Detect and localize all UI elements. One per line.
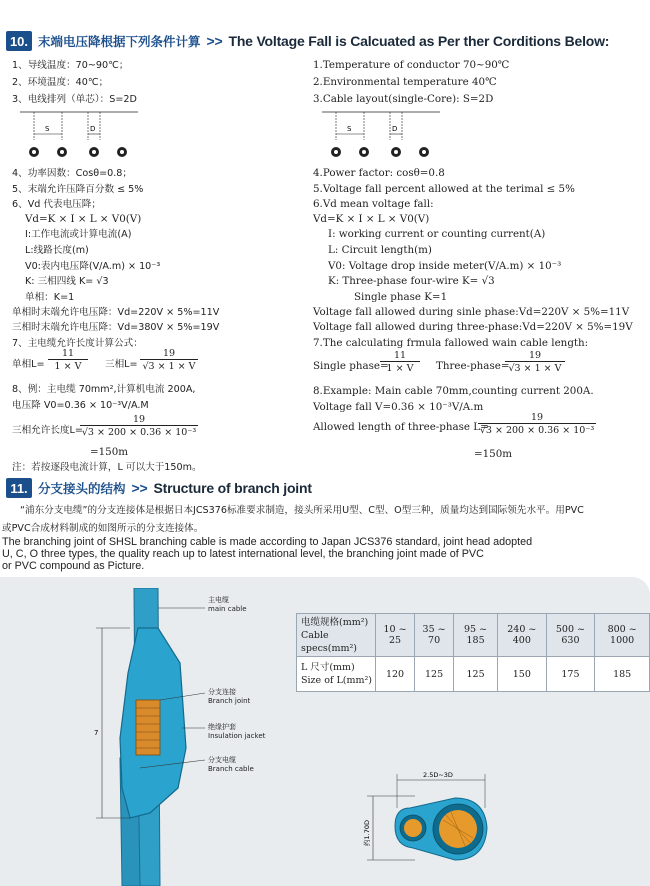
cn-three-label: 三相L= (105, 359, 138, 370)
section-11-header (6, 477, 312, 499)
en-three-label: Three-phase= (436, 360, 510, 372)
section-arrows: >> (206, 33, 223, 49)
en-single-label: Single phase= (313, 360, 389, 372)
section-arrows: >> (131, 480, 148, 496)
cn-line-17: 电压降 V0=0.36 × 10⁻³V/A.M (12, 400, 149, 411)
en-line-13: Voltage fall allowed during sinle phase:Vd=220V × 5%=11V (313, 306, 630, 318)
size-cell: 185 (595, 657, 650, 692)
en-line-15: 7.The calculating frmula fallowed wain cable length: (313, 337, 589, 349)
intro-cn-line-1: “浦东分支电缆”的分支连接体是根据日本JCS376标准要求制造，接头所采用U型、C型、O型三种，质量均达到国际领先水平。用PVC (20, 505, 584, 516)
section-number-badge: 10. (6, 31, 32, 51)
en-allow-fraction: $\frac{19}{\text{√3 × 200 × 0.36 × 10⁻³}}$ (479, 412, 595, 436)
header-size-l: L 尺寸(mm) Size of L(mm²) (297, 657, 376, 692)
spec-cell: 35 ~ 70 (415, 614, 454, 657)
en-line-8: I: working current or counting current(A) (328, 228, 546, 240)
size-cell: 150 (497, 657, 546, 692)
cross-section-illustration (355, 768, 505, 868)
en-line-1: 1.Temperature of conductor 70~90℃ (313, 59, 510, 71)
section-title-en: The Voltage Fall is Calcuated as Per ther Corditions Below: (228, 33, 610, 49)
width-label: 2.5D~3D (423, 771, 453, 779)
length-mark: 7 (94, 729, 99, 737)
s-label: S (45, 125, 50, 133)
label-insulation-jacket: 绝缘护套 Insulation jacket (208, 723, 266, 740)
label-main-cable: 主电缆 main cable (208, 596, 247, 613)
en-line-12: Single phase K=1 (354, 291, 448, 303)
intro-en-line-1: The branching joint of SHSL branching cable is made according to Japan JCS376 standard, joint head adopted (2, 536, 533, 548)
table-row-sizes (297, 657, 650, 692)
intro-en-line-2: U, C, O three types, the quality reach up to latest international level, the branching joint made of PVC (2, 548, 484, 560)
height-label: 约1.70D (363, 820, 371, 846)
cn-line-11: K: 三相四线 K= √3 (25, 276, 109, 287)
cn-line-7: Vd=K × I × L × V0(V) (25, 213, 142, 225)
cn-line-4: 4、功率因数：Cosθ=0.8； (12, 168, 132, 179)
header-cable-specs: 电缆规格(mm²) Cable specs(mm²) (297, 614, 376, 657)
size-cell: 175 (546, 657, 595, 692)
table-row-specs (297, 614, 650, 657)
en-line-18: =150m (474, 448, 513, 460)
section-number-badge: 11. (6, 478, 32, 498)
cn-single-label: 单相L= (12, 359, 45, 370)
en-line-11: K: Three-phase four-wire K= √3 (328, 275, 495, 287)
conductor-circles (29, 147, 127, 157)
spec-cell: 10 ~ 25 (376, 614, 415, 657)
en-line-14: Voltage fall allowed during three-phase:Vd=220V × 5%=19V (313, 321, 633, 333)
intro-en-line-3: or PVC compound as Picture. (2, 560, 145, 572)
spec-cell: 240 ~ 400 (497, 614, 546, 657)
cn-line-13: 单相时末端允许电压降：Vd=220V × 5%=11V (12, 307, 220, 318)
en-line-10: V0: Voltage drop inside meter(V/A.m) × 10⁻³ (328, 260, 562, 272)
cn-line-10: V0:表内电压降(V/A.m) × 10⁻³ (25, 261, 161, 272)
cn-line-6: 6、Vd 代表电压降； (12, 199, 101, 210)
cn-line-8: I:工作电流或计算电流(A) (25, 229, 132, 240)
svg-text:D: D (392, 125, 398, 133)
cn-line-2: 2、环境温度：40℃； (12, 77, 109, 88)
en-line-4: 4.Power factor: cosθ=0.8 (313, 167, 445, 179)
spec-cell: 800 ~ 1000 (595, 614, 650, 657)
label-branch-joint: 分支连接 Branch joint (208, 688, 251, 705)
en-line-16: 8.Example: Main cable 70mm,counting current 200A. (313, 385, 594, 397)
cn-line-9: L:线路长度(m) (25, 245, 89, 256)
section-10-header (6, 30, 609, 52)
en-line-6: 6.Vd mean voltage fall: (313, 198, 434, 210)
section-title-cn: 末端电压降根据下列条件计算 (38, 34, 201, 49)
d-label: D (90, 125, 96, 133)
en-three-fraction: $\frac{19}{√3 \times 1 \times V}$ (505, 350, 565, 374)
label-branch-cable: 分支电缆 Branch cable (208, 756, 254, 773)
cn-line-18: =150m (90, 446, 129, 458)
en-line-9: L: Circuit length(m) (328, 244, 432, 256)
en-line-2: 2.Environmental temperature 40℃ (313, 76, 497, 88)
en-line-5: 5.Voltage fall percent allowed at the terimal ≤ 5% (313, 183, 575, 195)
cn-allow-label: 三相允许长度L= (12, 425, 83, 436)
cn-line-16: 8、例：主电缆 70mm²,计算机电流 200A, (12, 384, 196, 395)
branch-joint-illustration (90, 588, 210, 886)
cn-note: 注：若按逐段电流计算，L 可以大于150m。 (12, 462, 202, 473)
cn-line-1: 1、导线温度：70~90℃； (12, 60, 129, 71)
cn-line-14: 三相时末端允许电压降：Vd=380V × 5%=19V (12, 322, 220, 333)
en-single-fraction: $\frac{11}{1 \times V}$ (380, 350, 420, 374)
size-table (296, 613, 650, 692)
section-title-en: Structure of branch joint (153, 480, 312, 496)
size-cell: 125 (415, 657, 454, 692)
cn-single-fraction: $\frac{11}{1 \times V}$ (48, 348, 88, 372)
spec-cell: 500 ~ 630 (546, 614, 595, 657)
cn-three-fraction: $\frac{19}{√3 \times 1 \times V}$ (140, 348, 198, 372)
cable-layout-diagram-en (322, 110, 442, 160)
en-line-17: Voltage fall V=0.36 × 10⁻³V/A.m (313, 401, 484, 413)
cn-allow-fraction: $\frac{19}{\text{√3 × 200 × 0.36 × 10⁻³}}$ (81, 414, 197, 438)
cable-layout-diagram-cn (20, 110, 140, 160)
svg-text:S: S (347, 125, 352, 133)
cn-line-15: 7、主电缆允许长度计算公式： (12, 338, 143, 349)
cn-line-3: 3、电线排列（单芯）：S=2D (12, 94, 137, 105)
cn-line-5: 5、末端允许压降百分数 ≤ 5% (12, 184, 144, 195)
section-title-cn: 分支接头的结构 (38, 481, 126, 496)
cn-line-12: 单相：K=1 (25, 292, 75, 303)
en-line-7: Vd=K × I × L × V0(V) (313, 213, 430, 225)
spec-cell: 95 ~ 185 (454, 614, 498, 657)
size-cell: 120 (376, 657, 415, 692)
en-line-3: 3.Cable layout(single-Core): S=2D (313, 93, 494, 105)
intro-cn-line-2: 或PVC合成材料制成的如图所示的分支连接体。 (2, 523, 204, 534)
en-allow-label: Allowed length of three-phase L= (313, 421, 489, 433)
size-cell: 125 (454, 657, 498, 692)
